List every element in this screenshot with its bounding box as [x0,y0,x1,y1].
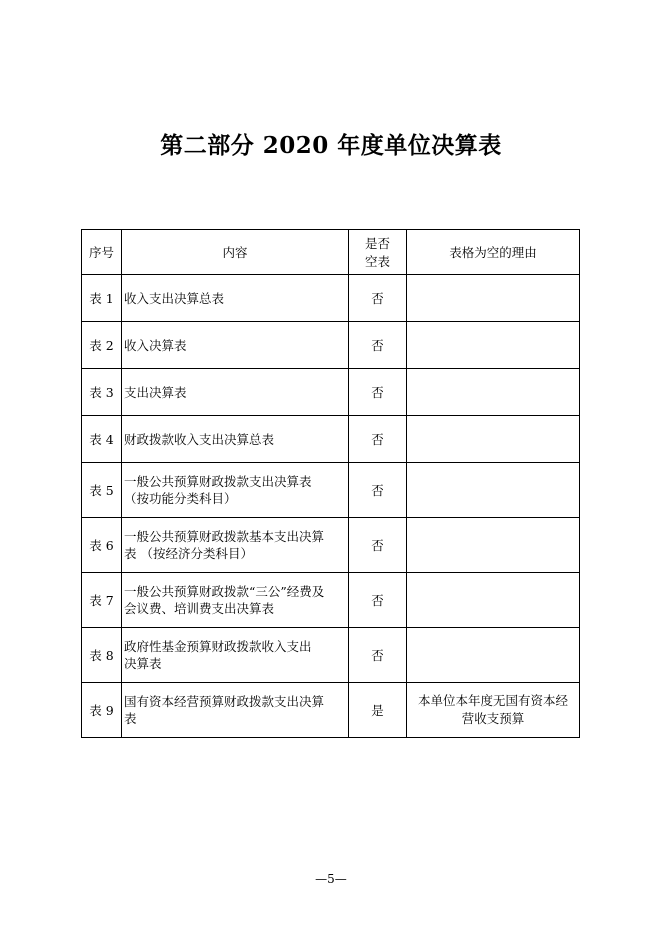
table-row [82,683,580,738]
row-empty: 否 [349,518,407,573]
row-empty: 否 [349,628,407,683]
report-table [81,229,580,738]
page-number: —5— [315,872,347,886]
row-content-line1: 国有资本经营预算财政拨款支出决算 [124,694,325,709]
row-content [122,573,349,628]
row-reason [407,463,580,518]
row-no: 表 3 [82,369,122,416]
row-empty: 否 [349,322,407,369]
row-no: 表 2 [82,322,122,369]
header-is-empty-line2: 空表 [364,254,390,269]
row-content-line2: （按功能分类科目） [124,491,237,506]
row-empty: 否 [349,369,407,416]
header-content: 内容 [122,230,349,275]
row-content [122,683,349,738]
table-row [82,463,580,518]
row-content-line2: 会议费、培训费支出决算表 [124,601,275,616]
row-reason [407,628,580,683]
row-empty: 否 [349,463,407,518]
table-row [82,369,580,416]
row-no: 表 7 [82,573,122,628]
row-content-line2: 表 （按经济分类科目） [124,546,253,561]
row-reason-line2: 营收支预算 [461,711,525,726]
row-reason [407,573,580,628]
row-no: 表 4 [82,416,122,463]
row-content-line1: 政府性基金预算财政拨款收入支出 [124,639,312,654]
table-row [82,416,580,463]
header-no: 序号 [82,230,122,275]
row-content-line1: 一般公共预算财政拨款“三公”经费及 [124,584,325,599]
row-reason [407,322,580,369]
row-reason [407,518,580,573]
row-content-line1: 一般公共预算财政拨款基本支出决算 [124,529,325,544]
row-content-line1: 一般公共预算财政拨款支出决算表 [124,474,312,489]
header-is-empty [349,230,407,275]
page-title: 第二部分 2020 年度单位决算表 [160,132,502,159]
row-no: 表 6 [82,518,122,573]
header-is-empty-line1: 是否 [364,236,390,251]
row-reason [407,275,580,322]
row-reason [407,683,580,738]
row-content: 收入决算表 [122,322,349,369]
table-header-row [82,230,580,275]
row-no: 表 5 [82,463,122,518]
row-content: 财政拨款收入支出决算总表 [122,416,349,463]
table-row [82,518,580,573]
row-reason [407,416,580,463]
row-reason [407,369,580,416]
row-no: 表 8 [82,628,122,683]
row-empty: 否 [349,275,407,322]
row-empty: 否 [349,416,407,463]
header-reason: 表格为空的理由 [407,230,580,275]
row-content [122,628,349,683]
table-row [82,573,580,628]
table-row [82,628,580,683]
row-no: 表 1 [82,275,122,322]
row-empty: 否 [349,573,407,628]
row-content: 支出决算表 [122,369,349,416]
row-content [122,518,349,573]
row-content: 收入支出决算总表 [122,275,349,322]
table-row [82,275,580,322]
row-reason-line1: 本单位本年度无国有资本经 [417,693,568,708]
row-empty: 是 [349,683,407,738]
row-content [122,463,349,518]
row-content-line2: 决算表 [124,656,162,671]
table-row [82,322,580,369]
row-no: 表 9 [82,683,122,738]
row-content-line2: 表 [124,711,137,726]
